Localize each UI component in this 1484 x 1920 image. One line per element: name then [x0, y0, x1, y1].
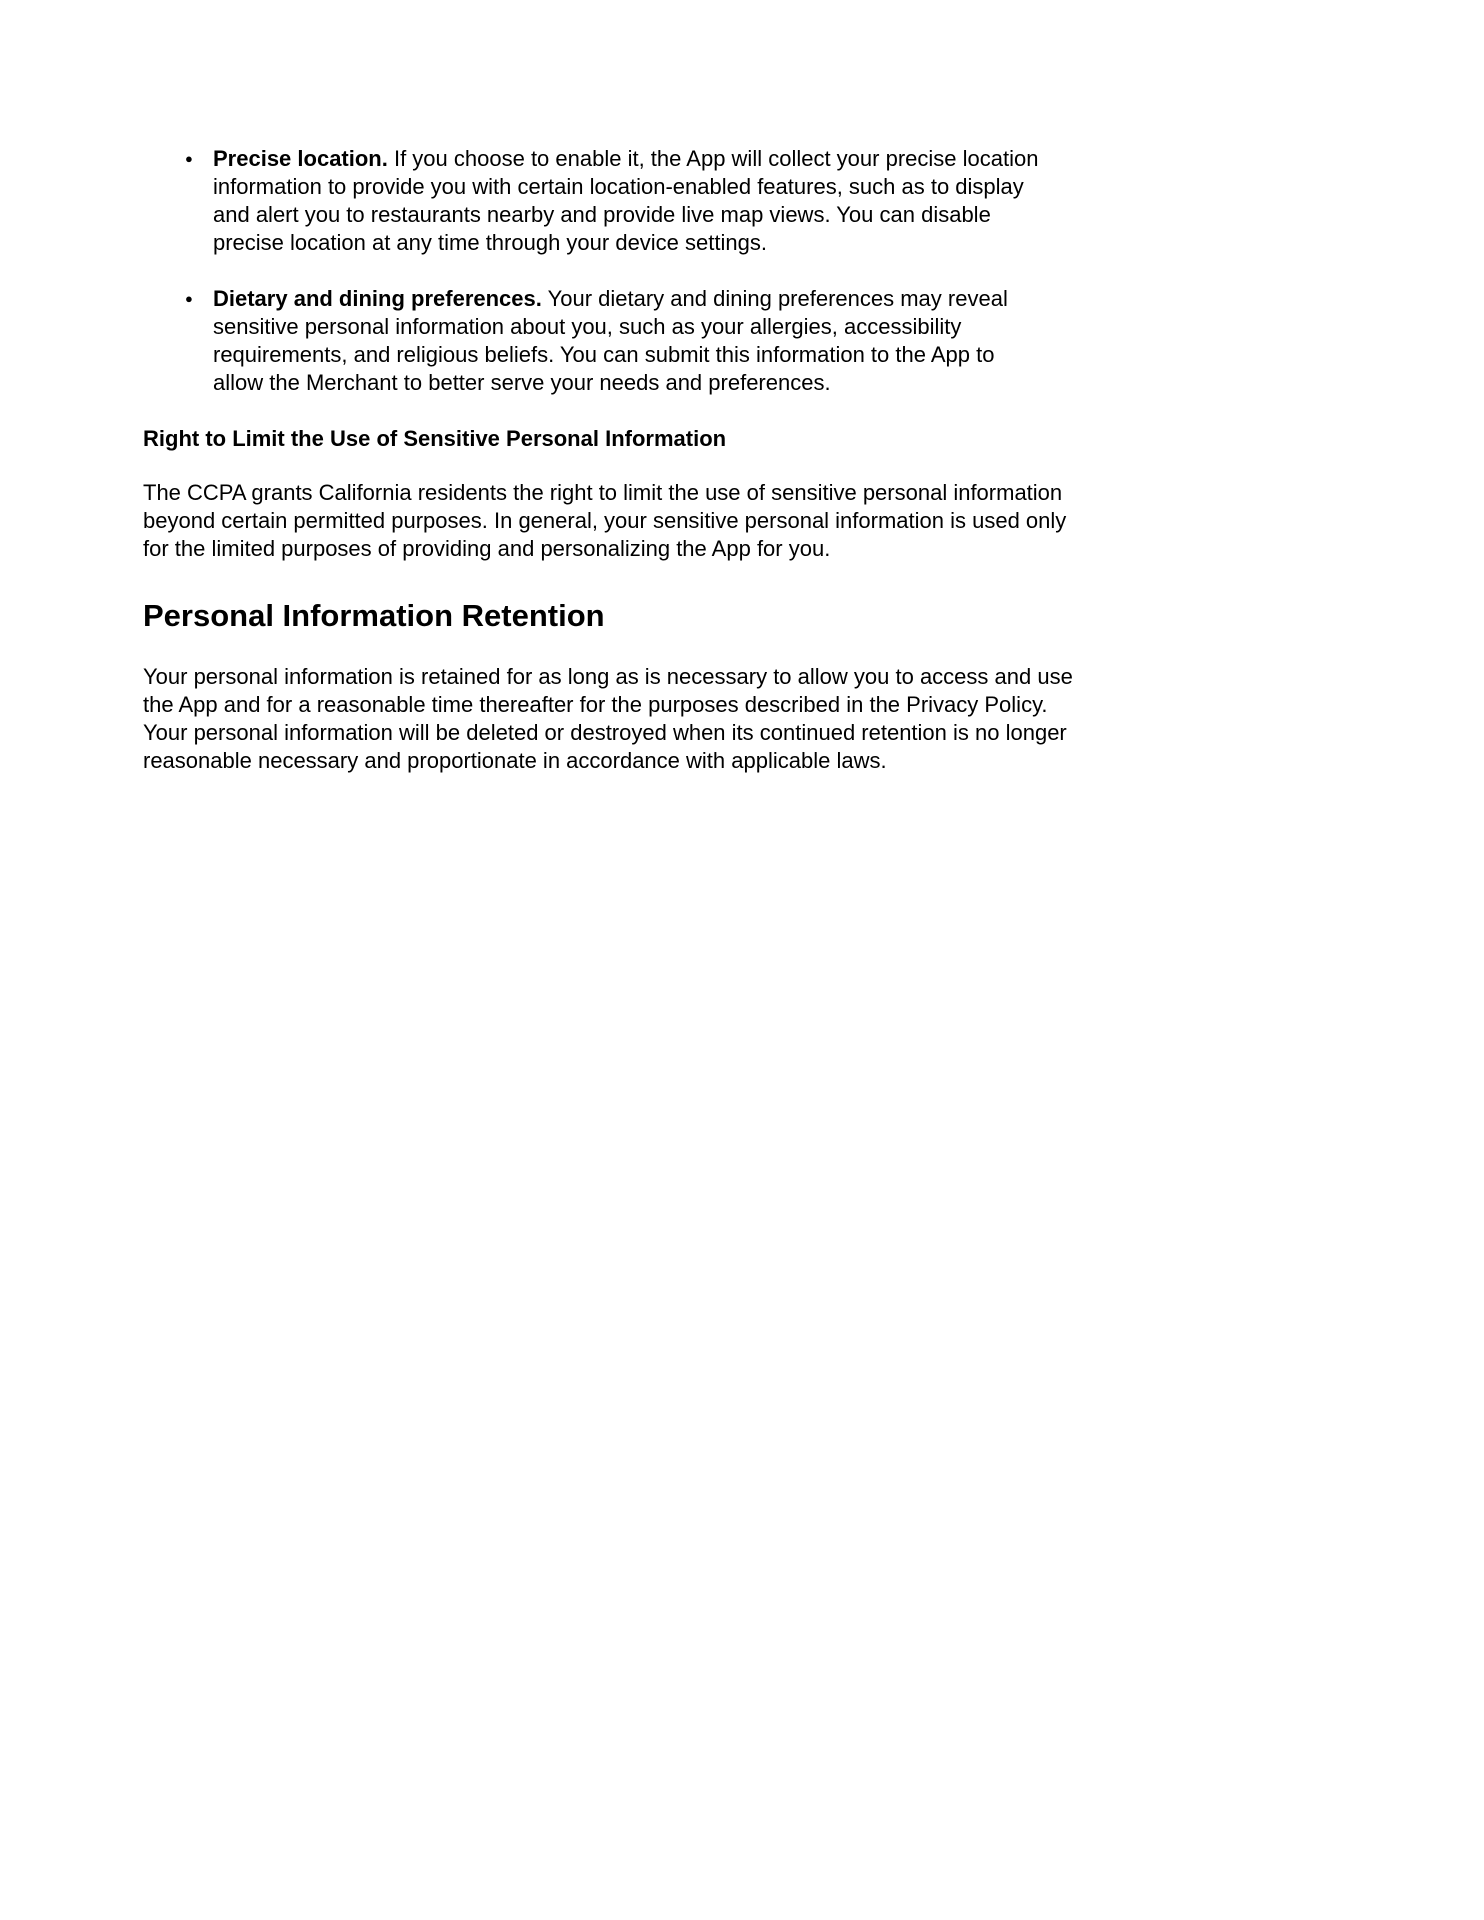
paragraph-ccpa: The CCPA grants California residents the right to limit the use of sensitive personal information beyond certain permitted purposes. In general, your sensitive personal information is used only for the limited purposes of providing and personalizing the App for you.: [143, 480, 1067, 561]
list-item: [185, 285, 1075, 397]
bullet-icon: ●: [185, 291, 193, 306]
section-heading-personal-information-retention: Personal Information Retention: [143, 598, 605, 633]
bullet-content: [213, 285, 1049, 397]
paragraph-retention: Your personal information is retained for as long as is necessary to allow you to access and use the App and for a reasonable time thereafter for the purposes described in the Privacy Policy. Your personal information will be deleted or destroyed when its continued retention is no longer reasonable necessary and proportionate in accordance with applicable laws.: [143, 664, 1073, 773]
bullet-text-precise-location: If you choose to enable it, the App will collect your precise location information to provide you with certain location-enabled features, such as to display and alert you to restaurants nearby and provide live map views. You can disable precise location at any time through your device settings.: [213, 146, 1039, 255]
bullet-text-dietary-preferences: Your dietary and dining preferences may reveal sensitive personal information about you, such as your allergies, accessibility requirements, and religious beliefs. You can submit this information to the App to allow the Merchant to better serve your needs and preferences.: [213, 286, 1008, 395]
bullet-list: [143, 145, 1075, 397]
bullet-lead-precise-location: Precise location.: [213, 146, 388, 171]
document-content: [143, 145, 1075, 775]
list-item: [185, 145, 1075, 257]
bullet-content: [213, 145, 1049, 257]
bullet-lead-dietary-preferences: Dietary and dining preferences.: [213, 286, 542, 311]
subheading-right-to-limit: Right to Limit the Use of Sensitive Personal Information: [143, 426, 727, 451]
bullet-icon: ●: [185, 151, 193, 166]
